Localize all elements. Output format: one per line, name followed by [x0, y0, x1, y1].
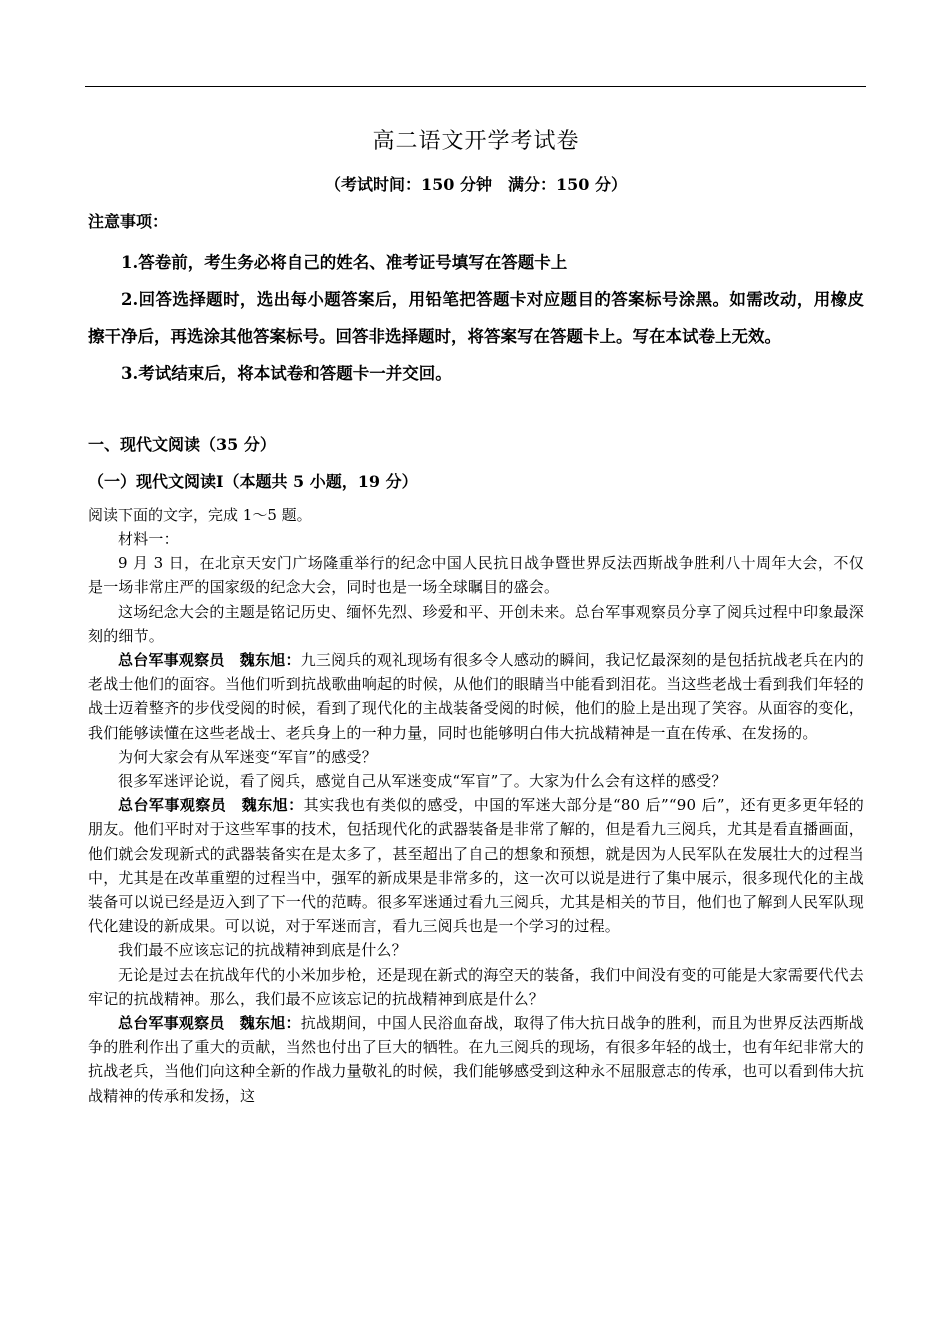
notes-heading: 注意事项：	[88, 212, 169, 231]
speaker-answer: 抗战期间，中国人民浴血奋战，取得了伟大抗日战争的胜利，而且为世界反法西斯战争的胜利作出了重大的贡献，当然也付出了巨大的牺牲。在九三阅兵的现场，有很多年轻的战士，也有年纪非常大的抗战老兵，当他们向这种全新的作战力量敬礼的时候，我们能够感受到这种永不屈服意志的传承，也可以看到伟大抗战精神的传承和发扬，这	[88, 1014, 864, 1105]
speaker-label: 总台军事观察员 魏东旭：	[118, 796, 304, 815]
passage-paragraph: 9 月 3 日，在北京天安门广场隆重举行的纪念中国人民抗日战争暨世界反法西斯战争胜利八十周年大会，不仅是一场非常庄严的国家级的纪念大会，同时也是一场全球瞩目的盛会。	[88, 554, 864, 597]
note-item-2: 2.回答选择题时，选出每小题答案后，用铅笔把答题卡对应题目的答案标号涂黑。如需改动，用橡皮擦干净后，再选涂其他答案标号。回答非选择题时，将答案写在答题卡上。写在本试卷上无效。	[88, 290, 864, 346]
passage-paragraph: 无论是过去在抗战年代的小米加步枪，还是现在新式的海空天的装备，我们中间没有变的可能是大家需要代代去牢记的抗战精神。那么，我们最不应该忘记的抗战精神到底是什么？	[88, 965, 864, 1008]
passage-paragraph: 这场纪念大会的主题是铭记历史、缅怀先烈、珍爱和平、开创未来。总台军事观察员分享了阅兵过程中印象最深刻的细节。	[88, 602, 864, 645]
page-title: 高二语文开学考试卷	[372, 129, 580, 154]
note-item-3: 3.考试结束后，将本试卷和答题卡一并交回。	[121, 364, 452, 383]
speaker-label: 总台军事观察员 魏东旭：	[118, 1014, 301, 1033]
reading-instruction: 阅读下面的文字，完成 1～5 题。	[88, 506, 312, 524]
top-rule	[85, 86, 866, 87]
passage-paragraph: 很多军迷评论说，看了阅兵，感觉自己从军迷变成“军盲”了。大家为什么会有这样的感受？	[118, 772, 727, 791]
passage-question: 为何大家会有从军迷变“军盲”的感受？	[118, 747, 377, 766]
note-item-1: 1.答卷前，考生务必将自己的姓名、准考证号填写在答题卡上	[121, 253, 568, 272]
speaker-answer: 其实我也有类似的感受，中国的军迷大部分是“80 后”“90 后”，还有更多更年轻的朋友。他们平时对于这些军事的技术，包括现代化的武器装备是非常了解的，但是看九三阅兵，尤其是看直播画面，他们就会发现新式的武器装备实在是太多了，甚至超出了自己的想象和预想，就是因为人民军队在发展壮大的过程当中，尤其是在改革重塑的过程当中，强军的新成果是非常多的，这一次可以说是进行了集中展示，很多现代化的主战装备可以说已经是迈入到了下一代的范畴。很多军迷通过看九三阅兵，尤其是相关的节目，他们也了解到人民军队现代化建设的新成果。可以说，对于军迷而言，看九三阅兵也是一个学习的过程。	[88, 796, 864, 936]
notes-list	[88, 244, 864, 392]
exam-subtitle: （考试时间：150 分钟 满分：150 分）	[325, 175, 627, 194]
passage-paragraph	[88, 793, 864, 938]
speaker-label: 总台军事观察员 魏东旭：	[118, 651, 301, 670]
material-label: 材料一：	[118, 530, 179, 548]
subsection-heading: （一）现代文阅读Ⅰ（本题共 5 小题，19 分）	[88, 472, 418, 491]
reading-passage	[88, 527, 864, 1108]
passage-question: 我们最不应该忘记的抗战精神到底是什么？	[118, 941, 407, 960]
passage-paragraph	[88, 1011, 864, 1108]
speaker-answer: 九三阅兵的观礼现场有很多令人感动的瞬间，我记忆最深刻的是包括抗战老兵在内的老战士他们的面容。当他们听到抗战歌曲响起的时候，从他们的眼睛当中能看到泪花。当这些老战士看到我们年轻的战士迈着整齐的步伐受阅的时候，看到了现代化的主战装备受阅的时候，他们的脸上是出现了笑容。从面容的变化，我们能够读懂在这些老战士、老兵身上的一种力量，同时也能够明白伟大抗战精神是一直在传承、在发扬的。	[88, 651, 864, 742]
passage-paragraph	[88, 648, 864, 745]
section-heading: 一、现代文阅读（35 分）	[88, 435, 276, 454]
